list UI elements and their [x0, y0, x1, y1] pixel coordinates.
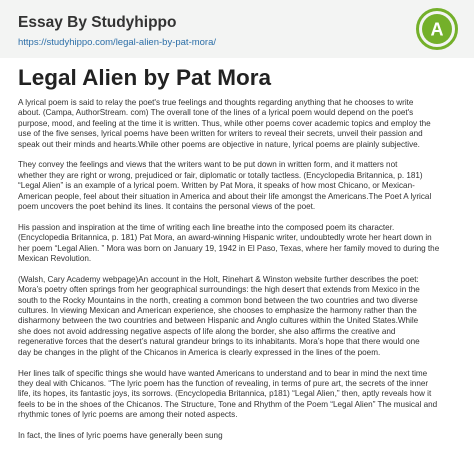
page-url-link[interactable]: https://studyhippo.com/legal-alien-by-pat-mora/	[18, 37, 217, 48]
article-paragraph: (Walsh, Cary Academy webpage)An account in the Holt, Rinehart & Winston website further describes the poet: Mora’s poetry often springs from her geographical surroundings: the high desert that extends from Mexico in the south to the Rocky Mountains in the north, creating a common bond between the two countries and two diverse cultures. In viewing Mexican and American experience, she chooses to emphasize the harmony rather than the disharmony between the two countries and between Hispanic and Anglo cultures within the United States.While she does not avoid addressing negative aspects of life along the border, she also affirms the creative and regenerative forces that the desert’s natural grandeur brings to its inhabitants. Mora’s hope that there would one day be changes in the plight of the Chicanos in America is clearly expressed in the lines of the poem.	[18, 274, 420, 357]
studyhippo-logo-icon[interactable]	[415, 7, 459, 51]
logo-letter: A	[430, 19, 444, 40]
article-paragraph: They convey the feelings and views that the writers want to be put down in written form, and it matters not whether they are right or wrong, prejudiced or fair, diplomatic or totally tactless. (Encyclopedia Britannica, p. 181) “Legal Alien” is an example of a lyrical poem. Written by Pat Mora, it speaks of how most Chicano, or Mexican- American people, feel about their situation in America and about their life amongst the Americans.The Poet A lyrical poem uncovers the poet behind its lines. It contains the personal views of the poet.	[18, 160, 432, 212]
article-paragraph: In fact, the lines of lyric poems have generally been sung	[18, 430, 223, 440]
site-header	[0, 0, 474, 58]
article-body	[18, 98, 458, 452]
article-paragraph: His passion and inspiration at the time of writing each line breathe into the composed poem its character. (Encyclopedia Britannica, p. 181) Pat Mora, an award-winning Hispanic writer, undoubtedly wrote her heart down in her poem “Legal Alien. ” Mora was born on January 19, 1942 in El Paso, Texas, where her family moved to during the Mexican Revolution.	[18, 222, 440, 264]
article-paragraph: A lyrical poem is said to relay the poet's true feelings and thoughts regarding anything that he chooses to write about. (Campa, AuthorStream. com) The overall tone of the lines of a lyrical poem would depend on the poet's purpose, mood, and feeling at the time it is written. Thus, while other poems cover academic topics and employ the use of the five senses, lyrical poems have been written for writers to reveal their secrets, unveil their passion and speak out their minds and hearts.While other poems are objective in nature, lyrical poems are plainly subjective.	[18, 98, 431, 149]
site-title[interactable]: Essay By Studyhippo	[18, 14, 177, 31]
article-paragraph: Her lines talk of specific things she would have wanted Americans to understand and to bear in mind the next time they deal with Chicanos. “The lyric poem has the function of revealing, in terms of pure art, the secrets of the inner life, its hopes, its fantastic joys, its sorrows. (Encyclopedia Britannica, p181) “Legal Alien,” then, aptly reveals how it feels to be in the shoes of the Chicanos. The Structure, Tone and Rhythm of the Poem “Legal Alien” The musical and rhythmic tones of lyric poems are among their noted aspects.	[18, 368, 438, 420]
page-title: Legal Alien by Pat Mora	[18, 65, 271, 90]
